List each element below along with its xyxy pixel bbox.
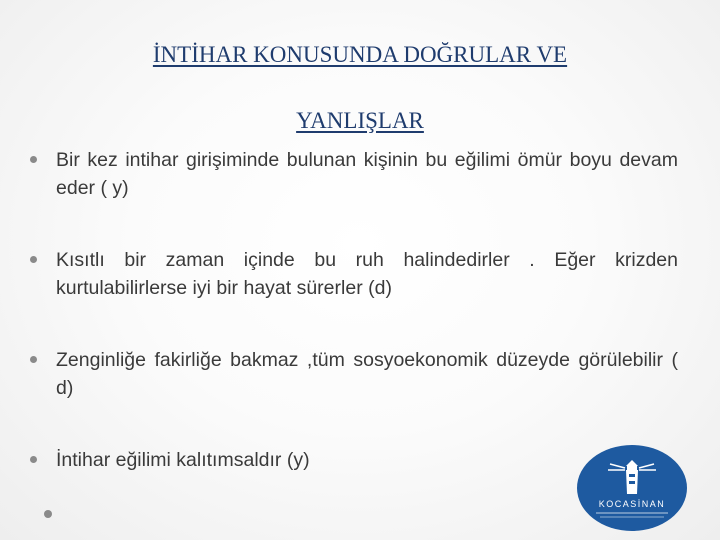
bullet-text: İntihar eğilimi kalıtımsaldır (y) — [56, 449, 310, 471]
bullet-list — [30, 146, 678, 474]
title-line-2: YANLIŞLAR — [296, 108, 424, 133]
bullet-dot-icon — [30, 456, 37, 463]
kocasinan-logo — [576, 444, 688, 532]
bullet-text: Bir kez intihar girişiminde bulunan kişinin bu eğilimi ömür boyu devam eder ( y) — [56, 149, 678, 199]
bullet-text: Zenginliğe fakirliğe bakmaz ,tüm sosyoekonomik düzeyde görülebilir ( d) — [56, 349, 678, 399]
title-line-1: İNTİHAR KONUSUNDA DOĞRULAR VE — [152, 42, 568, 67]
slide-title — [0, 22, 720, 154]
logo-text: KOCASİNAN — [598, 499, 666, 509]
bullet-dot-icon — [30, 156, 37, 163]
bullet-item — [30, 246, 678, 302]
bullet-item — [30, 346, 678, 402]
bullet-text: Kısıtlı bir zaman içinde bu ruh halindedirler . Eğer krizden kurtulabilirlerse iyi bir hayat sürerler (d) — [56, 249, 678, 299]
empty-bullet-dot-icon — [44, 510, 52, 518]
bullet-item — [30, 146, 678, 202]
bullet-dot-icon — [30, 256, 37, 263]
bullet-dot-icon — [30, 356, 37, 363]
